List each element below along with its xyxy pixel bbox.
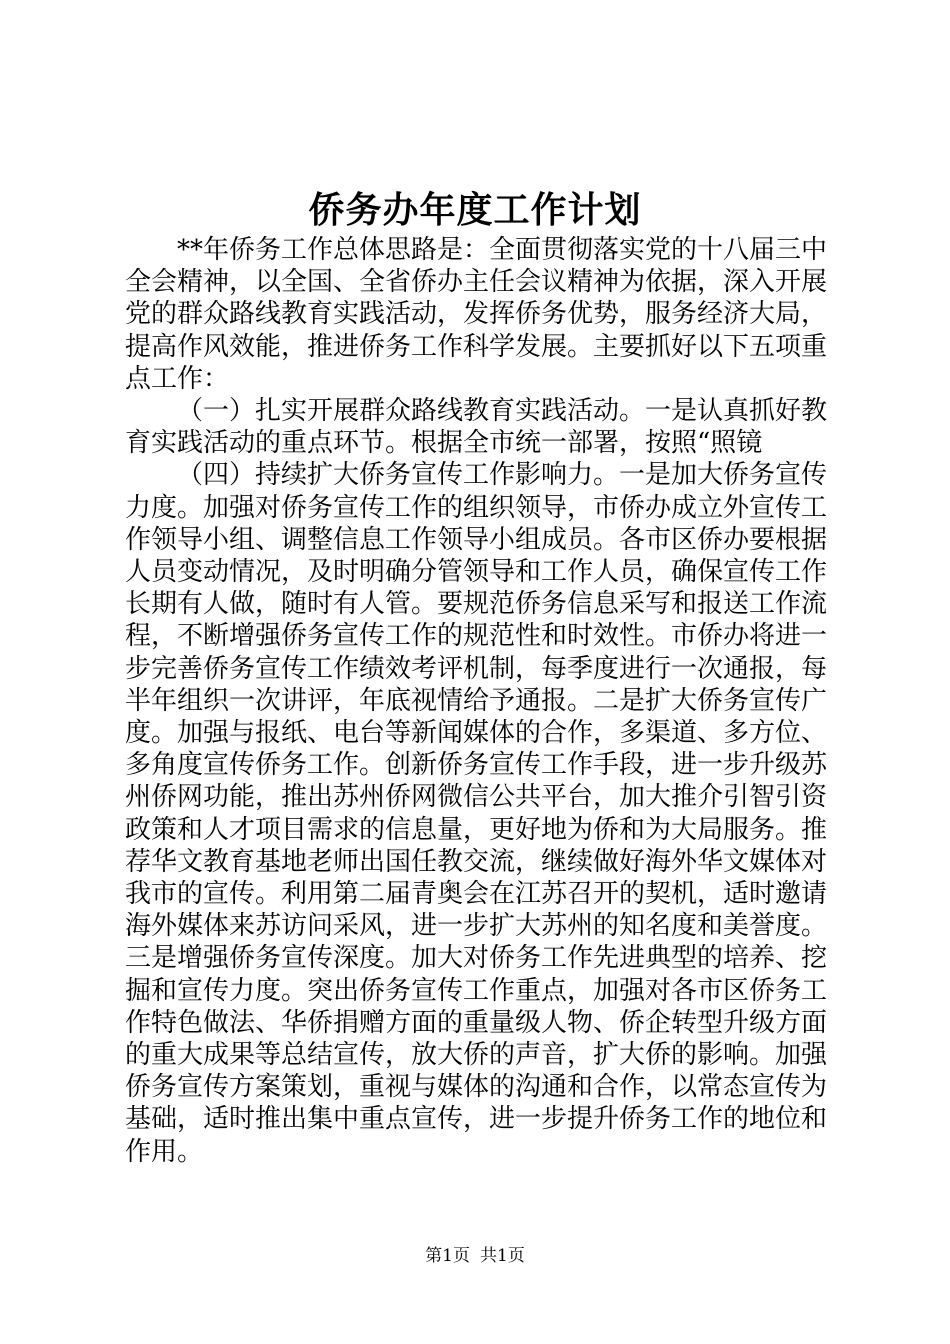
document-title: 侨务办年度工作计划	[308, 189, 642, 231]
page-total: 共1页	[480, 1246, 525, 1266]
paragraph-section-1: （一）扎实开展群众路线教育实践活动。一是认真抓好教育实践活动的重点环节。根据全市统一部署，按照“照镜	[125, 396, 828, 459]
paragraph-intro: **年侨务工作总体思路是：全面贯彻落实党的十八届三中全会精神，以全国、全省侨办主任会议精神为依据，深入开展党的群众路线教育实践活动，发挥侨务优势，服务经济大局，提高作风效能，推进侨务工作科学发展。主要抓好以下五项重点工作：	[125, 235, 828, 394]
document-body	[125, 234, 827, 1168]
paragraph-section-4: （四）持续扩大侨务宣传工作影响力。一是加大侨务宣传力度。加强对侨务宣传工作的组织领导，市侨办成立外宣传工作领导小组、调整信息工作领导小组成员。各市区侨办要根据人员变动情况，及时明确分管领导和工作人员，确保宣传工作长期有人做，随时有人管。要规范侨务信息采写和报送工作流程，不断增强侨务宣传工作的规范性和时效性。市侨办将进一步完善侨务宣传工作绩效考评机制，每季度进行一次通报，每半年组织一次讲评，年底视情给予通报。二是扩大侨务宣传广度。加强与报纸、电台等新闻媒体的合作，多渠道、多方位、多角度宣传侨务工作。创新侨务宣传工作手段，进一步升级苏州侨网功能，推出苏州侨网微信公共平台，加大推介引智引资政策和人才项目需求的信息量，更好地为侨和为大局服务。推荐华文教育基地老师出国任教交流，继续做好海外华文媒体对我市的宣传。利用第二届青奥会在江苏召开的契机，适时邀请海外媒体来苏访问采风，进一步扩大苏州的知名度和美誉度。三是增强侨务宣传深度。加大对侨务工作先进典型的培养、挖掘和宣传力度。突出侨务宣传工作重点，加强对各市区侨务工作特色做法、华侨捐赠方面的重量级人物、侨企转型升级方面的重大成果等总结宣传，放大侨的声音，扩大侨的影响。加强侨务宣传方案策划，重视与媒体的沟通和合作，以常态宣传为基础，适时推出集中重点宣传，进一步提升侨务工作的地位和作用。	[125, 460, 828, 1167]
page-number: 第1页	[425, 1246, 470, 1266]
page-footer	[0, 1244, 950, 1268]
